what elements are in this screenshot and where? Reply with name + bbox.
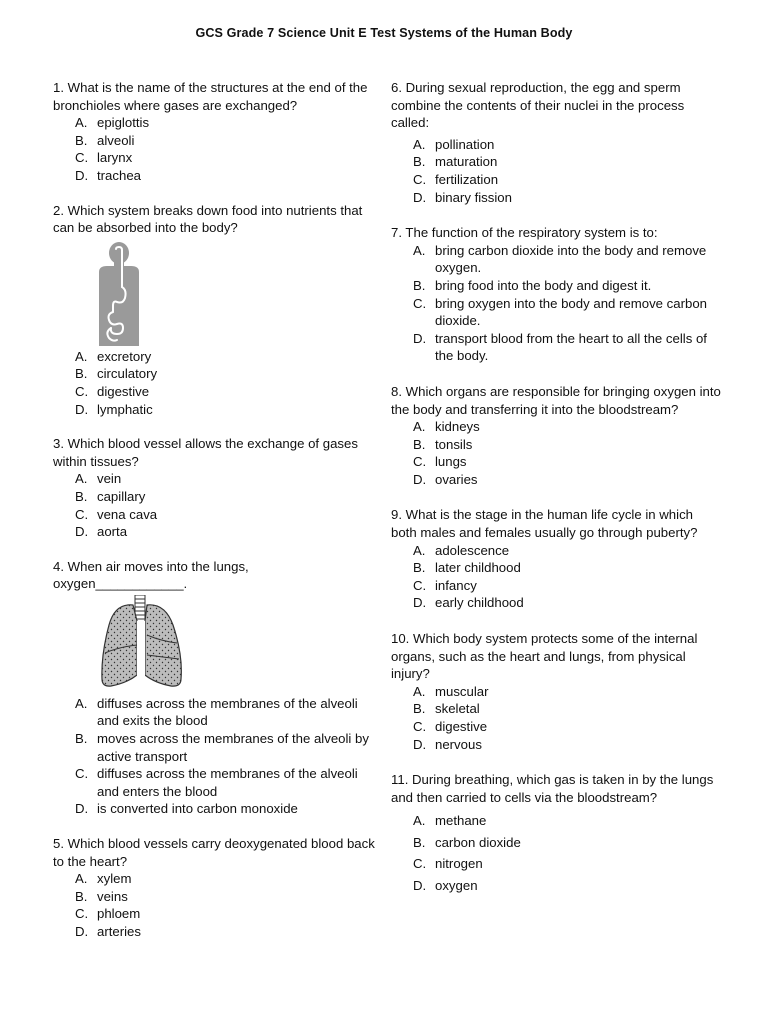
question-1-option-c[interactable]: C. larynx	[75, 150, 133, 166]
question-7-option-a[interactable]: A. bring carbon dioxide into the body and remove oxygen.	[413, 242, 707, 276]
question-9-option-b[interactable]: B. later childhood	[413, 560, 521, 576]
question-1-option-a[interactable]: A. epiglottis	[75, 115, 150, 131]
question-10-option-d[interactable]: D. nervous	[413, 736, 482, 752]
question-3-options	[53, 470, 383, 540]
question-3-option-b[interactable]: B. capillary	[75, 488, 146, 504]
question-5-option-c[interactable]: C. phloem	[75, 906, 141, 922]
page-title: GCS Grade 7 Science Unit E Test Systems of the Human Body	[195, 26, 573, 40]
question-9-option-d[interactable]: D. early childhood	[413, 595, 524, 611]
question-5-option-b[interactable]: B. veins	[75, 888, 128, 904]
question-3-option-d[interactable]: D. aorta	[75, 524, 128, 540]
question-11-stem: 11. During breathing, which gas is taken in by the lungs and then carried to cells via the bloodstream?	[391, 772, 714, 805]
question-3	[53, 435, 383, 541]
question-1-stem: 1. What is the name of the structures at the end of the bronchioles where gases are exchanged?	[53, 80, 368, 113]
question-2-option-a[interactable]: A. excretory	[75, 348, 152, 364]
question-3-stem: 3. Which blood vessel allows the exchange of gases within tissues?	[53, 436, 358, 469]
question-9-options	[391, 542, 721, 612]
question-4-option-c[interactable]: C. diffuses across the membranes of the alveoli and enters the blood	[75, 766, 358, 799]
question-4-option-b[interactable]: B. moves across the membranes of the alveoli by active transport	[75, 731, 369, 764]
question-10-option-b[interactable]: B. skeletal	[413, 701, 480, 717]
question-1-option-d[interactable]: D. trachea	[75, 167, 141, 183]
question-1-options	[53, 114, 383, 184]
question-8-options	[391, 418, 721, 488]
question-8-option-a[interactable]: A. kidneys	[413, 419, 480, 435]
question-7	[391, 224, 721, 365]
question-11-option-d[interactable]: D. oxygen	[413, 877, 478, 893]
question-3-option-c[interactable]: C. vena cava	[75, 506, 158, 522]
question-6-option-b[interactable]: B. maturation	[413, 154, 498, 170]
question-7-stem: 7. The function of the respiratory system is to:	[391, 225, 658, 241]
question-6-stem: 6. During sexual reproduction, the egg and sperm combine the contents of their nuclei in the process called:	[391, 80, 685, 131]
question-2	[53, 202, 383, 419]
question-11-option-b[interactable]: B. carbon dioxide	[413, 834, 521, 850]
question-10-option-a[interactable]: A. muscular	[413, 683, 489, 699]
question-6	[391, 79, 721, 206]
question-9	[391, 506, 721, 612]
question-10-options	[391, 683, 721, 753]
question-4-stem-line-2: oxygen____________.	[53, 576, 188, 592]
question-5-stem: 5. Which blood vessels carry deoxygenated blood back to the heart?	[53, 836, 375, 869]
question-2-option-c[interactable]: C. digestive	[75, 383, 150, 399]
question-4-options	[53, 695, 383, 818]
question-2-options	[53, 348, 383, 418]
question-10-option-c[interactable]: C. digestive	[413, 719, 488, 734]
question-10	[391, 630, 721, 753]
left-column	[53, 79, 383, 941]
question-1-option-b[interactable]: B. alveoli	[75, 132, 135, 148]
question-11-options	[391, 810, 721, 896]
question-9-option-a[interactable]: A. adolescence	[413, 542, 510, 558]
question-4-stem-line-1: 4. When air moves into the lungs,	[53, 558, 249, 574]
question-10-stem: 10. Which body system protects some of the internal organs, such as the heart and lungs, from physical injury?	[391, 631, 698, 682]
digestive-system-icon	[53, 242, 153, 346]
question-6-option-d[interactable]: D. binary fission	[413, 189, 512, 205]
question-9-stem: 9. What is the stage in the human life cycle in which both males and females usually go through puberty?	[391, 507, 698, 541]
question-6-option-c[interactable]: C. fertilization	[413, 171, 499, 187]
question-4	[53, 558, 383, 818]
question-2-option-b[interactable]: B. circulatory	[75, 366, 158, 382]
question-1	[53, 79, 383, 185]
question-11-option-a[interactable]: A. methane	[413, 813, 487, 829]
question-5-options	[53, 870, 383, 940]
question-5-option-d[interactable]: D. arteries	[75, 924, 141, 939]
question-6-options	[391, 136, 721, 206]
question-2-option-d[interactable]: D. lymphatic	[75, 401, 153, 417]
question-5-option-a[interactable]: A. xylem	[75, 871, 132, 887]
question-8	[391, 383, 721, 489]
question-7-options	[391, 242, 721, 365]
question-7-option-c[interactable]: C. bring oxygen into the body and remove carbon dioxide.	[413, 295, 707, 329]
question-7-option-b[interactable]: B. bring food into the body and digest it.	[413, 277, 652, 293]
question-11	[391, 771, 721, 896]
question-8-option-c[interactable]: C. lungs	[413, 454, 467, 470]
question-6-option-a[interactable]: A. pollination	[413, 136, 495, 152]
question-3-option-a[interactable]: A. vein	[75, 471, 122, 487]
question-4-option-d[interactable]: D. is converted into carbon monoxide	[75, 801, 298, 817]
question-4-option-a[interactable]: A. diffuses across the membranes of the alveoli and exits the blood	[75, 695, 358, 729]
question-9-option-c[interactable]: C. infancy	[413, 577, 477, 593]
question-7-option-d[interactable]: D. transport blood from the heart to all the cells of the body.	[413, 330, 707, 364]
question-5	[53, 835, 383, 941]
question-2-stem: 2. Which system breaks down food into nutrients that can be absorbed into the body?	[53, 202, 363, 236]
question-8-option-d[interactable]: D. ovaries	[413, 471, 478, 487]
question-8-stem: 8. Which organs are responsible for bringing oxygen into the body and transferring it into the bloodstream?	[391, 383, 721, 417]
right-column	[391, 79, 721, 896]
question-8-option-b[interactable]: B. tonsils	[413, 436, 473, 452]
lungs-icon	[53, 595, 203, 691]
question-11-option-c[interactable]: C. nitrogen	[413, 856, 483, 872]
